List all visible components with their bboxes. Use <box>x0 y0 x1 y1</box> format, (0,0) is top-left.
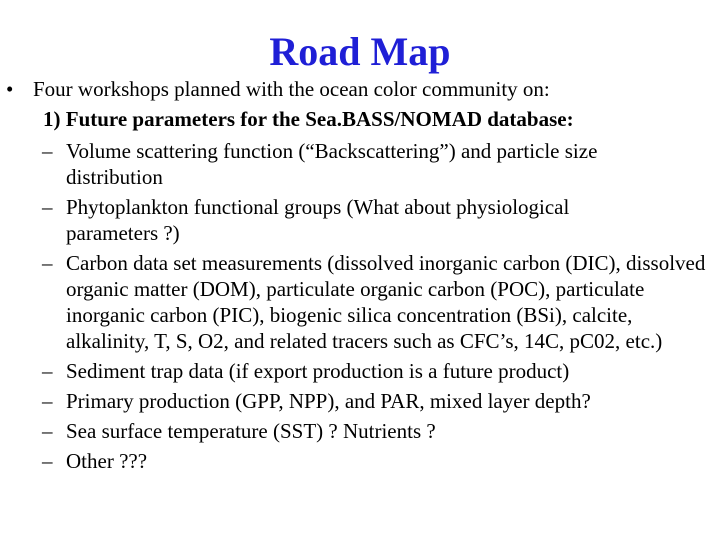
bullet-marker: • <box>6 77 14 101</box>
list-item <box>0 416 720 444</box>
main-bullet-text: Four workshops planned with the ocean color community on: <box>33 77 550 101</box>
main-bullet <box>0 74 720 104</box>
list-item-text: Primary production (GPP, NPP), and PAR, mixed layer depth? <box>66 389 591 413</box>
dash-marker: – <box>42 359 53 383</box>
list-item-text: Other ??? <box>66 449 148 473</box>
list-item <box>0 446 720 474</box>
list-item <box>0 136 720 190</box>
dash-marker: – <box>42 419 53 443</box>
list-item-text: Sea surface temperature (SST) ? Nutrients ? <box>66 419 436 443</box>
dash-marker: – <box>42 195 53 219</box>
list-item <box>0 386 720 414</box>
list-item-text: Sediment trap data (if export production is a future product) <box>66 359 570 383</box>
slide-content <box>0 74 720 474</box>
list-item-text: Carbon data set measurements (dissolved inorganic carbon (DIC), dissolved organic matter (DOM), particulate organic carbon (POC), particulate inorganic carbon (PIC), biogenic silica concentration (BSi), calcite, alkalinity, T, S, O2, and related tracers such as CFC’s, 14C, pC02, etc.) <box>66 251 706 353</box>
list-item <box>0 356 720 384</box>
dash-marker: – <box>42 389 53 413</box>
list-item <box>0 248 720 354</box>
list-item-text: Volume scattering function (“Backscattering”) and particle size distribution <box>66 139 598 189</box>
sub-heading: 1) Future parameters for the Sea.BASS/NOMAD database: <box>43 107 574 131</box>
dash-marker: – <box>42 449 53 473</box>
list-item-text: Phytoplankton functional groups (What about physiological parameters ?) <box>66 195 570 245</box>
dash-marker: – <box>42 251 53 275</box>
dash-marker: – <box>42 139 53 163</box>
list-item <box>0 192 720 246</box>
slide-title: Road Map <box>269 29 451 74</box>
